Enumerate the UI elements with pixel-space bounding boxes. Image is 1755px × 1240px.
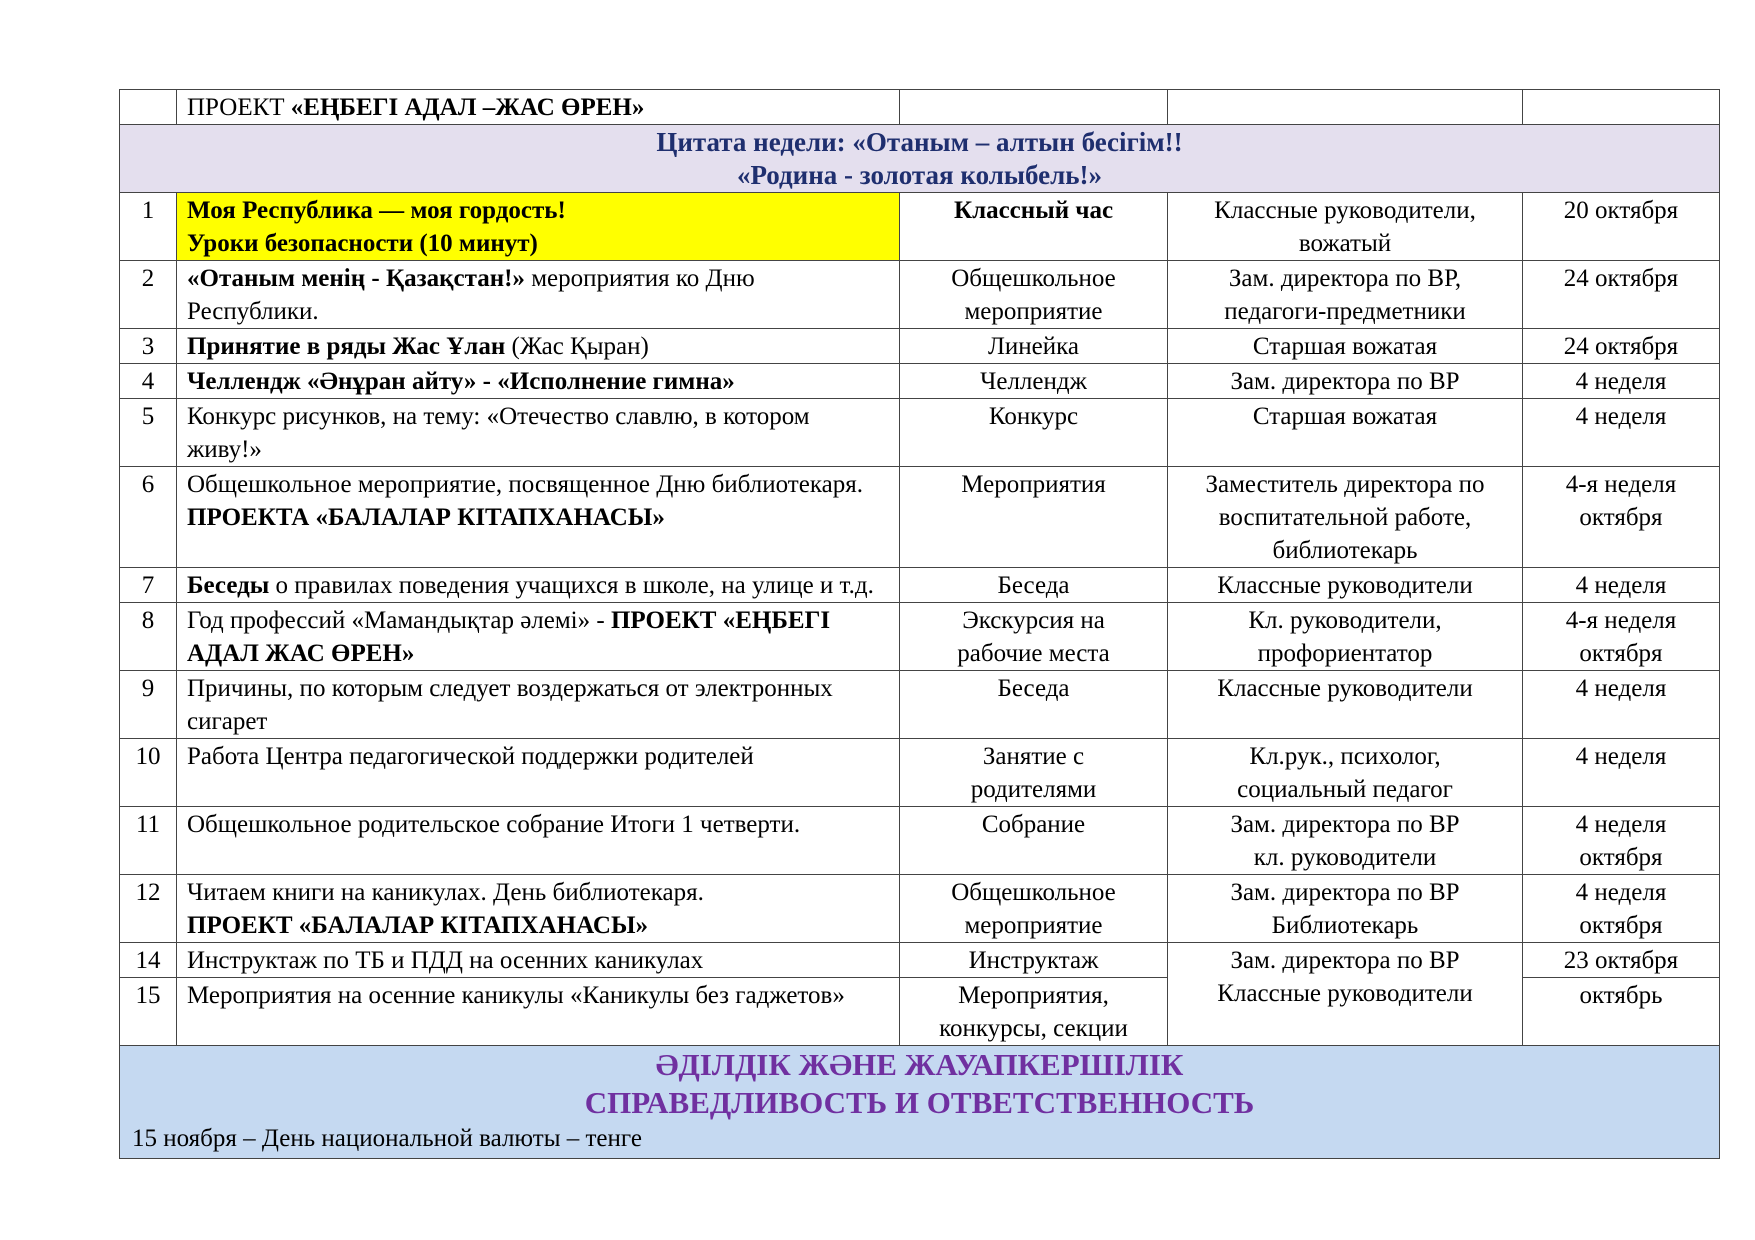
event-cell (177, 603, 900, 671)
date-cell (1523, 739, 1720, 807)
table-row (120, 399, 1720, 467)
cell-line: Библиотекарь (1271, 912, 1419, 939)
event-cell (177, 193, 900, 261)
event-cell (177, 467, 900, 568)
cell-line: 4 неделя (1575, 743, 1667, 770)
form-cell: Классный час (900, 193, 1168, 261)
responsible-line: Классные руководители (1217, 980, 1473, 1007)
cell-line: Классные руководители (1217, 675, 1473, 702)
form-cell: Инструктаж (900, 943, 1168, 978)
event-text: ПРОЕКТ «ЕҢБЕГІ АДАЛ ЖАС ӨРЕН» (187, 607, 831, 667)
date-cell: октябрь (1523, 978, 1720, 1046)
row-number: 12 (120, 875, 177, 943)
section-note: 15 ноября – День национальной валюты – тенге (132, 1125, 642, 1152)
cell-line: Челлендж (980, 368, 1087, 395)
cell-line: октября (1579, 844, 1663, 871)
form-line: Мероприятия, (958, 982, 1109, 1009)
cell-line: Зам. директора по ВР, (1228, 265, 1462, 292)
table-row (120, 193, 1720, 261)
table-row (120, 943, 1720, 978)
cell-line: библиотекарь (1272, 537, 1418, 564)
event-text: Принятие в ряды Жас Ұлан (187, 333, 506, 360)
cell-line: 20 октября (1563, 197, 1679, 224)
date-cell (1523, 467, 1720, 568)
row-number: 6 (120, 467, 177, 568)
cell-line: Старшая вожатая (1252, 333, 1438, 360)
cell-line: 24 октября (1563, 265, 1679, 292)
cell-line: Старшая вожатая (1252, 403, 1438, 430)
row-number: 5 (120, 399, 177, 467)
date-cell: 23 октября (1523, 943, 1720, 978)
responsible-cell (1168, 364, 1523, 399)
number-cell (120, 90, 177, 125)
cell-line: рабочие места (957, 640, 1110, 667)
cell-line: 4 неделя (1575, 675, 1667, 702)
event-text: «Отаным менің - Қазақстан!» (187, 265, 525, 292)
table-body (120, 90, 1720, 1159)
cell-line: Кл. руководители, (1248, 607, 1442, 634)
section-header-row (120, 1046, 1720, 1159)
event-text: ПРОЕКТА «БАЛАЛАР КІТАПХАНАСЫ» (187, 504, 665, 531)
date-cell (1523, 364, 1720, 399)
form-cell (900, 568, 1168, 603)
responsible-cell (1168, 875, 1523, 943)
form-cell (900, 329, 1168, 364)
cell-line: 4 неделя (1575, 368, 1667, 395)
table-row (120, 568, 1720, 603)
row-number: 15 (120, 978, 177, 1046)
project-title-cell (177, 90, 900, 125)
form-cell (900, 875, 1168, 943)
row-number: 1 (120, 193, 177, 261)
event-text: Причины, по которым следует воздержаться от электронных сигарет (187, 675, 833, 735)
event-text: Челлендж «Әнұран айту» - «Исполнение гимна» (187, 368, 735, 395)
form-cell (900, 261, 1168, 329)
cell-line: Классные руководители, (1214, 197, 1476, 224)
section-title-kz: ӘДІЛДІК ЖӘНЕ ЖАУАПКЕРШІЛІК (655, 1047, 1184, 1082)
table-row (120, 807, 1720, 875)
table-row (120, 875, 1720, 943)
responsible-cell (1168, 261, 1523, 329)
responsible-cell (1168, 603, 1523, 671)
row-number: 7 (120, 568, 177, 603)
form-cell (900, 467, 1168, 568)
event-cell (177, 329, 900, 364)
cell-line: кл. руководители (1253, 844, 1437, 871)
responsible-cell (1168, 193, 1523, 261)
event-text: Конкурс рисунков, на тему: «Отечество славлю, в котором живу!» (187, 403, 810, 463)
cell-line: Занятие с (982, 743, 1085, 770)
cell-line: Зам. директора по ВР (1230, 879, 1460, 906)
event-cell: Инструктаж по ТБ и ПДД на осенних каникулах (177, 943, 900, 978)
cell-line: Заместитель директора по (1205, 471, 1485, 498)
event-cell (177, 875, 900, 943)
event-cell (177, 364, 900, 399)
cell-line: октября (1579, 912, 1663, 939)
cell-line: Кл.рук., психолог, (1249, 743, 1441, 770)
cell-line: вожатый (1298, 230, 1392, 257)
row-number: 10 (120, 739, 177, 807)
cell-line: 4 неделя (1575, 811, 1667, 838)
cell-line: воспитательной работе, (1218, 504, 1472, 531)
table-row (120, 467, 1720, 568)
responsible-cell (1168, 671, 1523, 739)
date-cell (1523, 807, 1720, 875)
date-cell (1523, 875, 1720, 943)
event-cell (177, 261, 900, 329)
project-title: «ЕҢБЕГІ АДАЛ –ЖАС ӨРЕН» (290, 94, 645, 121)
cell-line: октября (1579, 504, 1663, 531)
cell-line: профориентатор (1257, 640, 1433, 667)
cell-line: Зам. директора по ВР (1230, 368, 1460, 395)
table-row (120, 329, 1720, 364)
cell-line: Беседа (997, 572, 1070, 599)
cell-line: Мероприятия (961, 471, 1106, 498)
event-text: о правилах поведения учащихся в школе, на улице и т.д. (269, 572, 874, 599)
row-number: 4 (120, 364, 177, 399)
date-cell (1523, 90, 1720, 125)
responsible-cell (1168, 739, 1523, 807)
event-text: Беседы (187, 572, 270, 599)
table-row (120, 739, 1720, 807)
event-text: Работа Центра педагогической поддержки родителей (187, 743, 754, 770)
events-plan-table (119, 89, 1720, 1159)
form-cell (900, 978, 1168, 1046)
cell-line: Зам. директора по ВР (1230, 811, 1460, 838)
date-cell (1523, 603, 1720, 671)
date-cell (1523, 399, 1720, 467)
event-cell: Мероприятия на осенние каникулы «Каникулы без гаджетов» (177, 978, 900, 1046)
responsible-cell (1168, 90, 1523, 125)
responsible-cell (1168, 807, 1523, 875)
cell-line: 4 неделя (1575, 879, 1667, 906)
quote-line-2: «Родина - золотая колыбель!» (736, 160, 1102, 190)
form-line: конкурсы, секции (939, 1015, 1128, 1042)
row-number: 11 (120, 807, 177, 875)
event-text: ПРОЕКТ «БАЛАЛАР КІТАПХАНАСЫ» (187, 912, 649, 939)
table-row (120, 364, 1720, 399)
project-header-row (120, 90, 1720, 125)
section-title-ru: СПРАВЕДЛИВОСТЬ И ОТВЕТСТВЕННОСТЬ (584, 1085, 1255, 1120)
cell-line: мероприятие (964, 298, 1103, 325)
cell-line: 4 неделя (1575, 403, 1667, 430)
form-cell (900, 399, 1168, 467)
cell-line: мероприятие (964, 912, 1103, 939)
cell-line: педагоги-предметники (1224, 298, 1466, 325)
row-number: 14 (120, 943, 177, 978)
responsible-cell (1168, 329, 1523, 364)
cell-line: 4-я неделя (1565, 607, 1677, 634)
event-text: мероприятия ко Дню Республики. (187, 265, 755, 325)
cell-line: социальный педагог (1237, 776, 1453, 803)
quote-line-1: Цитата недели: «Отаным – алтын бесігім!! (656, 127, 1183, 157)
event-text: Уроки безопасности (10 минут) (187, 230, 538, 257)
row-number: 8 (120, 603, 177, 671)
form-cell (900, 671, 1168, 739)
responsible-cell (1168, 943, 1523, 1046)
row-number: 3 (120, 329, 177, 364)
date-cell (1523, 671, 1720, 739)
responsible-line: Зам. директора по ВР (1230, 947, 1460, 974)
form-cell (900, 603, 1168, 671)
event-text: Общешкольное родительское собрание Итоги 1 четверти. (187, 811, 801, 838)
event-text: Читаем книги на каникулах. День библиотекаря. (187, 879, 704, 906)
event-cell (177, 807, 900, 875)
section-cell (120, 1046, 1720, 1159)
event-cell (177, 568, 900, 603)
event-text: Год профессий «Мамандықтар әлемі» - (187, 607, 611, 634)
cell-line: родителями (970, 776, 1097, 803)
cell-line: Классные руководители (1217, 572, 1473, 599)
quote-of-week-row (120, 125, 1720, 193)
event-text: Общешкольное мероприятие, посвященное Дню библиотекаря. (187, 471, 863, 498)
form-cell (900, 807, 1168, 875)
event-cell (177, 671, 900, 739)
table-row (120, 261, 1720, 329)
responsible-cell (1168, 399, 1523, 467)
cell-line: Беседа (997, 675, 1070, 702)
cell-line: Конкурс (988, 403, 1079, 430)
row-number: 9 (120, 671, 177, 739)
table-row (120, 671, 1720, 739)
date-cell (1523, 329, 1720, 364)
event-cell (177, 399, 900, 467)
event-text: (Жас Қыран) (505, 333, 649, 360)
responsible-cell (1168, 467, 1523, 568)
date-cell (1523, 193, 1720, 261)
event-cell (177, 739, 900, 807)
form-cell (900, 364, 1168, 399)
form-cell (900, 739, 1168, 807)
quote-cell (120, 125, 1720, 193)
responsible-cell (1168, 568, 1523, 603)
table-row (120, 603, 1720, 671)
cell-line: 4-я неделя (1565, 471, 1677, 498)
project-prefix: ПРОЕКТ (187, 94, 291, 121)
cell-line: Общешкольное (951, 879, 1116, 906)
form-cell (900, 90, 1168, 125)
event-text: Моя Республика — моя гордость! (187, 197, 566, 224)
cell-line: Экскурсия на (962, 607, 1105, 634)
cell-line: Линейка (987, 333, 1080, 360)
cell-line: 24 октября (1563, 333, 1679, 360)
cell-line: октября (1579, 640, 1663, 667)
date-cell (1523, 261, 1720, 329)
cell-line: Собрание (981, 811, 1086, 838)
cell-line: Общешкольное (951, 265, 1116, 292)
cell-line: 4 неделя (1575, 572, 1667, 599)
date-cell (1523, 568, 1720, 603)
row-number: 2 (120, 261, 177, 329)
